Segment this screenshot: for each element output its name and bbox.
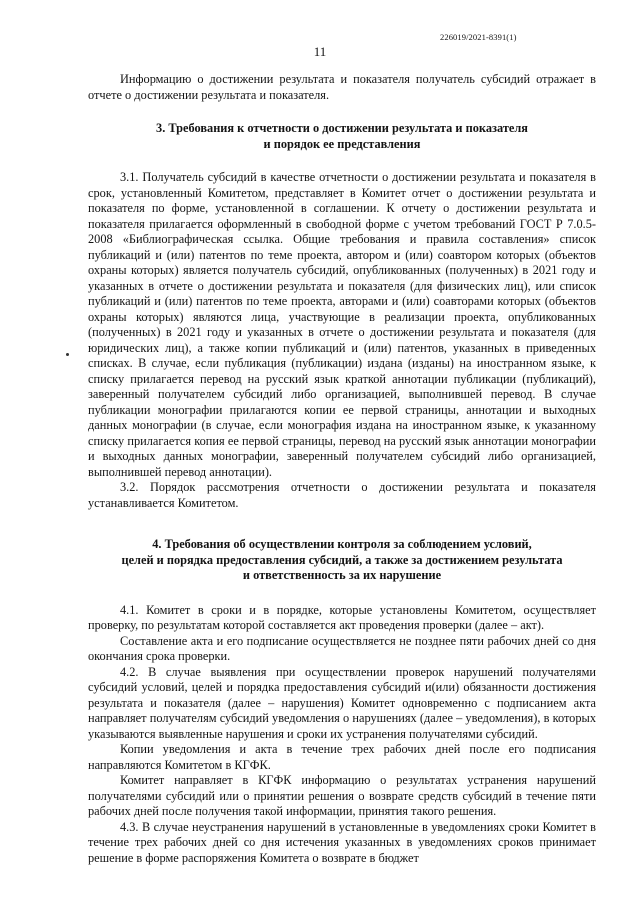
paragraph-3-2: 3.2. Порядок рассмотрения отчетности о достижении результата и показателя устанавливается Комитетом. (88, 480, 596, 510)
paragraph-4-2-kgfk: Комитет направляет в КГФК информацию о результатах устранения нарушений получателями субсидий или о принятии решения о возврате средств субсидий в течение пяти рабочих дней после получения такой информации, принятия такого решения. (88, 773, 596, 818)
document-body (88, 72, 596, 866)
section-4-heading: 4. Требования об осуществлении контроля за соблюдением условий, целей и порядка предоставления субсидий, а также за достижением результата и ответственность за их нарушение (121, 537, 563, 582)
scan-speck (66, 353, 69, 356)
paragraph-4-2: 4.2. В случае выявления при осуществлении проверок нарушений получателями субсидий условий, целей и порядка предоставления субсидий и(или) обязанности достижения результата и показателя (далее – нарушения) Комитет одновременно с подписанием акта направляет получателям субсидий уведомления о нарушениях (далее – уведомления), в которых указываются выявленные нарушения и сроки их устранения получателями субсидий. (88, 664, 596, 741)
paragraph-4-3: 4.3. В случае неустранения нарушений в установленные в уведомлениях сроки Комитет в течение трех рабочих дней со дня истечения указанных в уведомлениях сроков принимает решение в форме распоряжения Комитета о возврате в бюджет (88, 819, 596, 865)
document-registration-number: 226019/2021-8391(1) (440, 32, 517, 42)
paragraph-3-1: 3.1. Получатель субсидий в качестве отчетности о достижении результата и показателя в срок, установленный Комитетом, представляет в Комитет отчет о достижении результата и показателя по форме, установленной в соглашении. К отчету о достижении результата и показателя прилагается оформленный в свободной форме с учетом требований ГОСТ Р 7.0.5-2008 «Библиографическая ссылка. Общие требования и правила составления» список публикаций и (или) патентов по теме проекта, автором и (или) соавтором которых (объектов охраны которых) является получатель субсидий, опубликованных (полученных) в 2021 году и указанных в отчете о достижении результата и показателя (для физических лиц), или список публикаций и (или) патентов по теме проекта, авторами и (или) соавторами которых (объектов охраны которых) являются лица, участвующие в реализации проекта, опубликованных (полученных) в 2021 году и указанных в отчете о достижении результата и показателя (для юридических лиц), а также копии публикаций и (или) патентов, указанных в приведенных списках. В случае, если публикация (публикации) издана (изданы) на иностранном языке, к списку прилагается перевод на русский язык краткой аннотации публикации (публикаций), заверенный получателем субсидий либо организацией, выполнившей перевод. В случае публикации монографии прилагаются копии ее первой страницы, аннотации и выходных данных монографии (в случае, если монография издана на иностранном языке, к указанному списку прилагается копия ее первой страницы, перевод на русский язык аннотации монографии и выходных данных монографии, заверенный получателем субсидий либо организацией, выполнившей перевод аннотации). (88, 170, 596, 479)
paragraph-4-1-act: Составление акта и его подписание осуществляется не позднее пяти рабочих дней со дня окончания срока проверки. (88, 633, 596, 663)
intro-paragraph: Информацию о достижении результата и показателя получатель субсидий отражает в отчете о достижении результата и показателя. (88, 72, 596, 102)
paragraph-4-2-copies: Копии уведомления и акта в течение трех рабочих дней после его подписания направляются Комитетом в КГФК. (88, 742, 596, 772)
page-number: 11 (313, 44, 327, 59)
paragraph-4-1: 4.1. Комитет в сроки и в порядке, которые установлены Комитетом, осуществляет проверку, по результатам которой составляется акт проведения проверки (далее – акт). (88, 602, 596, 632)
section-3-heading: 3. Требования к отчетности о достижении результата и показателя и порядок ее представления (156, 121, 528, 151)
